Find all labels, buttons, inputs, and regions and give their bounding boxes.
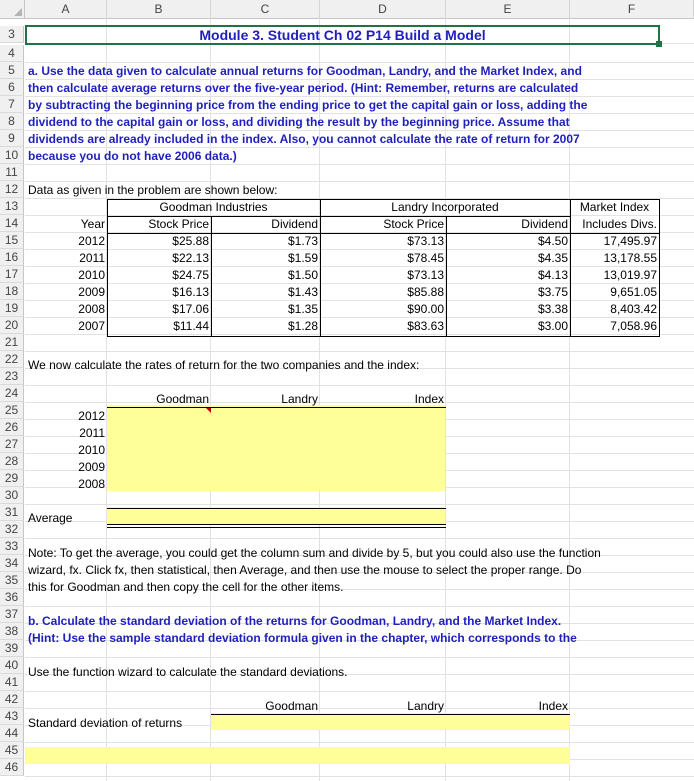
row-header[interactable]: 18 bbox=[0, 283, 24, 300]
table-border bbox=[107, 336, 660, 337]
row-header[interactable]: 24 bbox=[0, 385, 24, 402]
ret-hdr-landry: Landry bbox=[281, 392, 318, 406]
row-header[interactable]: 33 bbox=[0, 538, 24, 555]
row45-fill[interactable] bbox=[25, 747, 570, 764]
row-header[interactable]: 39 bbox=[0, 640, 24, 657]
row-header[interactable]: 44 bbox=[0, 725, 24, 742]
table-cell-l-price: $73.13 bbox=[407, 234, 444, 248]
hdr-g-div: Dividend bbox=[271, 217, 318, 231]
table-cell-l-div: $3.75 bbox=[537, 285, 568, 299]
ret-hdr-goodman: Goodman bbox=[156, 392, 209, 406]
part-a-line-6: because you do not have 2006 data.) bbox=[28, 149, 237, 163]
returns-input-range[interactable] bbox=[107, 405, 445, 491]
part-a-line-1: a. Use the data given to calculate annual returns for Goodman, Landry, and the Market Index, and bbox=[28, 64, 582, 78]
table-cell-l-price: $78.45 bbox=[407, 251, 444, 265]
page-title: Module 3. Student Ch 02 P14 Build a Model bbox=[199, 27, 486, 43]
row-header[interactable]: 10 bbox=[0, 147, 24, 164]
table-cell-g-div: $1.28 bbox=[287, 319, 318, 333]
row-header[interactable]: 12 bbox=[0, 181, 24, 198]
table-cell-year: 2008 bbox=[78, 302, 105, 316]
table-cell-g-price: $16.13 bbox=[172, 285, 209, 299]
table-cell-l-div: $3.38 bbox=[537, 302, 568, 316]
row-header[interactable]: 20 bbox=[0, 317, 24, 334]
table-cell-m: 17,495.97 bbox=[603, 234, 657, 248]
part-b-line-1: b. Calculate the standard deviation of the returns for Goodman, Landry, and the Market Index. bbox=[28, 614, 562, 628]
row-header[interactable]: 5 bbox=[0, 62, 24, 79]
table-cell-l-div: $4.13 bbox=[537, 268, 568, 282]
row-header[interactable]: 3 bbox=[0, 26, 24, 43]
table-cell-g-div: $1.50 bbox=[287, 268, 318, 282]
table-cell-g-price: $24.75 bbox=[172, 268, 209, 282]
gridline bbox=[25, 742, 694, 743]
table-cell-m: 13,019.97 bbox=[603, 268, 657, 282]
gridline bbox=[25, 776, 694, 777]
ret-year: 2011 bbox=[79, 426, 105, 440]
sd-label: Standard deviation of returns bbox=[28, 716, 183, 730]
gridline bbox=[25, 538, 694, 539]
part-a-line-3: by subtracting the beginning price from the ending price to get the capital gain or loss, adding the bbox=[28, 98, 588, 112]
row-header[interactable]: 27 bbox=[0, 436, 24, 453]
row-header[interactable]: 8 bbox=[0, 113, 24, 130]
header-underline bbox=[320, 714, 446, 715]
table-cell-g-price: $25.88 bbox=[172, 234, 209, 248]
part-a-line-2: then calculate average returns over the five-year period. (Hint: Remember, returns are calculated bbox=[28, 81, 579, 95]
gridline bbox=[25, 657, 694, 658]
row-header[interactable]: 43 bbox=[0, 708, 24, 725]
row-header[interactable]: 41 bbox=[0, 674, 24, 691]
row-header[interactable]: 29 bbox=[0, 470, 24, 487]
sd-hdr-landry: Landry bbox=[407, 699, 444, 713]
row-header[interactable]: 15 bbox=[0, 232, 24, 249]
row-header[interactable]: 6 bbox=[0, 79, 24, 96]
row-header[interactable]: 26 bbox=[0, 419, 24, 436]
table-cell-year: 2009 bbox=[78, 285, 105, 299]
row-header[interactable]: 19 bbox=[0, 300, 24, 317]
gridline bbox=[25, 606, 694, 607]
sd-input-range[interactable] bbox=[211, 713, 570, 730]
data-intro: Data as given in the problem are shown below: bbox=[28, 183, 278, 197]
hdr-l-div: Dividend bbox=[521, 217, 568, 231]
row-header[interactable]: 34 bbox=[0, 555, 24, 572]
note-line-3: this for Goodman and then copy the cell for the other items. bbox=[28, 580, 344, 594]
table-cell-m: 13,178.55 bbox=[603, 251, 657, 265]
table-cell-g-div: $1.73 bbox=[287, 234, 318, 248]
header-underline bbox=[211, 714, 320, 715]
col-header-D[interactable]: D bbox=[320, 0, 446, 18]
average-input-range[interactable] bbox=[107, 507, 445, 525]
table-cell-year: 2007 bbox=[78, 319, 105, 333]
ret-hdr-index: Index bbox=[414, 392, 444, 406]
table-cell-l-div: $3.00 bbox=[537, 319, 568, 333]
hdr-l-price: Stock Price bbox=[383, 217, 444, 231]
row-header[interactable]: 46 bbox=[0, 759, 24, 776]
table-cell-l-price: $90.00 bbox=[407, 302, 444, 316]
group-market: Market Index bbox=[579, 200, 650, 214]
col-header-A[interactable]: A bbox=[25, 0, 107, 18]
sd-hdr-index: Index bbox=[538, 699, 568, 713]
row-header[interactable]: 21 bbox=[0, 334, 24, 351]
gridline bbox=[25, 691, 694, 692]
row-header[interactable]: 37 bbox=[0, 606, 24, 623]
row-header[interactable]: 9 bbox=[0, 130, 24, 147]
part-a-line-4: dividend to the capital gain or loss, and dividing the result by the beginning price. Assume that bbox=[28, 115, 570, 129]
header-underline bbox=[211, 407, 320, 408]
average-border-bottom bbox=[107, 524, 446, 525]
ret-year: 2010 bbox=[78, 443, 105, 457]
row-header[interactable]: 40 bbox=[0, 657, 24, 674]
part-a-line-5: dividends are already included in the index. Also, you cannot calculate the rate of return for 2007 bbox=[28, 132, 580, 146]
row-header[interactable]: 16 bbox=[0, 249, 24, 266]
gridline bbox=[25, 385, 694, 386]
note-line-1: Note: To get the average, you could get the column sum and divide by 5, but you could also use the function bbox=[28, 546, 601, 560]
table-cell-g-price: $11.44 bbox=[173, 319, 209, 333]
row-header[interactable]: 22 bbox=[0, 351, 24, 368]
part-b-line-2: (Hint: Use the sample standard deviation formula given in the chapter, which corresponds to the bbox=[28, 631, 577, 645]
comment-indicator-icon[interactable] bbox=[206, 408, 211, 413]
table-cell-l-price: $85.88 bbox=[407, 285, 444, 299]
average-border-bottom bbox=[107, 527, 446, 528]
header-underline bbox=[107, 407, 211, 408]
row-header[interactable]: 23 bbox=[0, 368, 24, 385]
table-cell-l-div: $4.35 bbox=[537, 251, 568, 265]
sd-hdr-goodman: Goodman bbox=[265, 699, 318, 713]
ret-year: 2012 bbox=[78, 409, 105, 423]
table-cell-g-div: $1.59 bbox=[287, 251, 318, 265]
col-header-B[interactable]: B bbox=[107, 0, 211, 18]
hdr-year: Year bbox=[80, 217, 105, 231]
table-cell-m: 9,651.05 bbox=[610, 285, 657, 299]
table-cell-m: 8,403.42 bbox=[610, 302, 657, 316]
row-header[interactable]: 28 bbox=[0, 453, 24, 470]
header-underline bbox=[320, 407, 446, 408]
group-landry: Landry Incorporated bbox=[391, 200, 499, 214]
row-header[interactable]: 11 bbox=[0, 164, 24, 181]
gridline bbox=[25, 504, 694, 505]
hdr-g-price: Stock Price bbox=[148, 217, 209, 231]
row-header[interactable]: 14 bbox=[0, 215, 24, 232]
col-header-F[interactable]: F bbox=[570, 0, 694, 18]
row-header[interactable]: 4 bbox=[0, 45, 24, 62]
row-header[interactable]: 25 bbox=[0, 402, 24, 419]
row-header[interactable]: 32 bbox=[0, 521, 24, 538]
table-cell-year: 2012 bbox=[78, 234, 105, 248]
col-header-C[interactable]: C bbox=[211, 0, 320, 18]
table-cell-year: 2011 bbox=[79, 251, 105, 265]
table-cell-l-div: $4.50 bbox=[537, 234, 568, 248]
table-cell-g-price: $22.13 bbox=[172, 251, 209, 265]
ret-year: 2008 bbox=[78, 477, 105, 491]
header-underline bbox=[446, 714, 570, 715]
ret-year: 2009 bbox=[78, 460, 105, 474]
row-header[interactable]: 36 bbox=[0, 589, 24, 606]
table-border bbox=[659, 199, 660, 336]
table-cell-g-price: $17.06 bbox=[172, 302, 209, 316]
hdr-market: Includes Divs. bbox=[582, 217, 657, 231]
select-all-corner[interactable] bbox=[0, 0, 25, 18]
average-border-top bbox=[107, 508, 446, 509]
table-cell-g-div: $1.43 bbox=[287, 285, 318, 299]
table-cell-l-price: $73.13 bbox=[407, 268, 444, 282]
gridline bbox=[25, 351, 694, 352]
group-goodman: Goodman Industries bbox=[159, 200, 268, 214]
row-header[interactable]: 38 bbox=[0, 623, 24, 640]
row-header[interactable]: 35 bbox=[0, 572, 24, 589]
table-cell-m: 7,058.96 bbox=[610, 319, 657, 333]
note-line-2: wizard, fx. Click fx, then statistical, then Average, and then use the mouse to select the proper range. Do bbox=[28, 563, 582, 577]
returns-intro: We now calculate the rates of return for the two companies and the index: bbox=[28, 358, 420, 372]
col-header-E[interactable]: E bbox=[446, 0, 570, 18]
row-header[interactable]: 42 bbox=[0, 691, 24, 708]
table-cell-year: 2010 bbox=[78, 268, 105, 282]
average-label: Average bbox=[28, 511, 73, 525]
row-header[interactable]: 7 bbox=[0, 96, 24, 113]
sd-intro: Use the function wizard to calculate the standard deviations. bbox=[28, 665, 348, 679]
row-header[interactable]: 31 bbox=[0, 504, 24, 521]
row-header[interactable]: 30 bbox=[0, 487, 24, 504]
row-header[interactable]: 17 bbox=[0, 266, 24, 283]
row-header[interactable]: 13 bbox=[0, 198, 24, 215]
row-header[interactable]: 45 bbox=[0, 742, 24, 759]
table-cell-g-div: $1.35 bbox=[287, 302, 318, 316]
table-cell-l-price: $83.63 bbox=[407, 319, 444, 333]
